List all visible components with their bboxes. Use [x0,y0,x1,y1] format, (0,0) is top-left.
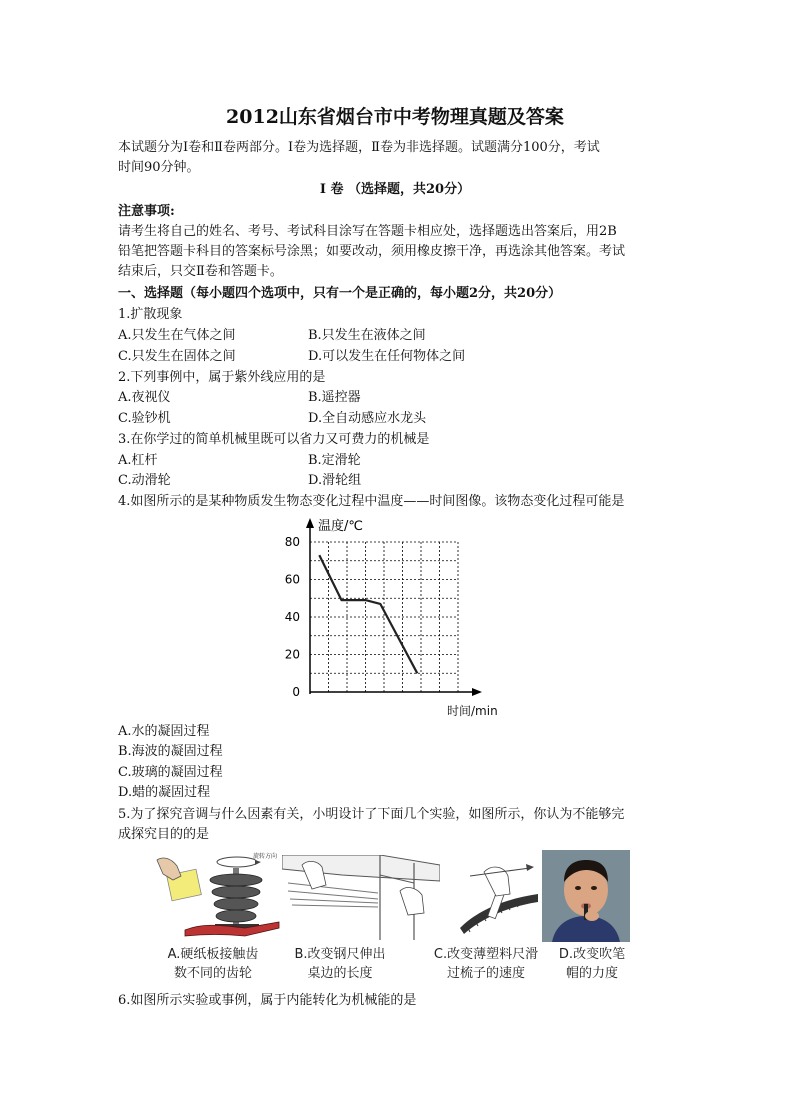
q1-option-a: A.只发生在气体之间 [118,328,236,343]
q3-option-d: D.滑轮组 [308,473,362,488]
q1-option-c: C.只发生在固体之间 [118,349,236,364]
section-heading: Ⅰ 卷 （选择题，共20分） [319,182,471,197]
boy-pen-cap-photo [542,850,630,942]
y-tick-label: 40 [284,610,300,624]
y-axis-label: 温度/℃ [318,519,363,534]
y-tick-label: 80 [284,535,300,549]
q4-stem: 4.如图所示的是某种物质发生物态变化过程中温度——时间图像。该物态变化过程可能是 [118,494,625,509]
gear-experiment-image [155,850,280,942]
q3-option-a: A.杠杆 [118,453,158,468]
y-tick-label: 60 [284,572,300,587]
q4-option-a: A.水的凝固过程 [118,724,210,739]
x-axis-label: 时间/min [447,704,498,718]
q4-option-b: B.海波的凝固过程 [118,744,223,759]
q4-option-d: D.蜡的凝固过程 [118,785,211,800]
q2-option-a: A.夜视仪 [118,390,171,405]
q2-option-d: D.全自动感应水龙头 [308,411,427,426]
q2-stem: 2.下列事例中，属于紫外线应用的是 [118,370,326,385]
notice-line-2: 铅笔把答题卡科目的答案标号涂黑；如要改动，须用橡皮擦干净，再选涂其他答案。考试 [118,244,626,259]
notice-line-1: 请考生将自己的姓名、考号、考试科目涂写在答题卡相应处，选择题选出答案后，用2B [118,224,617,239]
x-axis-arrow [472,688,482,696]
chart-grid [310,542,458,692]
q1-option-d: D.可以发生在任何物体之间 [308,349,466,364]
caption-b: B.改变钢尺伸出 桌边的长度 [294,947,386,981]
part-heading: 一、选择题（每小题四个选项中，只有一个是正确的，每小题2分，共20分） [118,286,562,301]
comb-ruler-image [440,858,540,943]
notice-heading: 注意事项: [118,204,175,219]
q1-stem: 1.扩散现象 [118,307,183,322]
q4-option-c: C.玻璃的凝固过程 [118,765,223,780]
ruler-table-image [282,855,440,940]
q5-stem-line-1: 5.为了探究音调与什么因素有关，小明设计了下面几个实验，如图所示，你认为不能够完 [118,807,625,822]
q6-stem: 6.如图所示实验或事例，属于内能转化为机械能的是 [118,993,417,1008]
q3-stem: 3.在你学过的简单机械里既可以省力又可费力的机械是 [118,432,430,447]
caption-a: A.硬纸板接触齿 数不同的齿轮 [167,947,259,981]
rotation-direction-label: 旋转方向 [253,853,278,860]
q2-option-c: C.验钞机 [118,411,171,426]
temperature-time-chart [270,512,520,722]
q3-option-b: B.定滑轮 [308,453,361,468]
q1-option-b: B.只发生在液体之间 [308,328,426,343]
intro-line-1: 本试题分为Ⅰ卷和Ⅱ卷两部分。Ⅰ卷为选择题，Ⅱ卷为非选择题。试题满分100分，考试 [118,140,600,155]
intro-line-2: 时间90分钟。 [118,160,200,175]
caption-d: D.改变吹笔 帽的力度 [558,947,626,981]
y-axis-arrow [306,518,314,528]
q2-option-b: B.遥控器 [308,390,361,405]
page-title: 2012山东省烟台市中考物理真题及答案 [226,106,564,128]
y-tick-label: 20 [284,647,300,662]
y-tick-label: 0 [292,685,300,699]
q5-stem-line-2: 成探究目的的是 [118,827,210,842]
q3-option-c: C.动滑轮 [118,473,171,488]
notice-line-3: 结束后，只交Ⅱ卷和答题卡。 [118,264,283,279]
caption-c: C.改变薄塑料尺滑 过梳子的速度 [433,947,539,981]
